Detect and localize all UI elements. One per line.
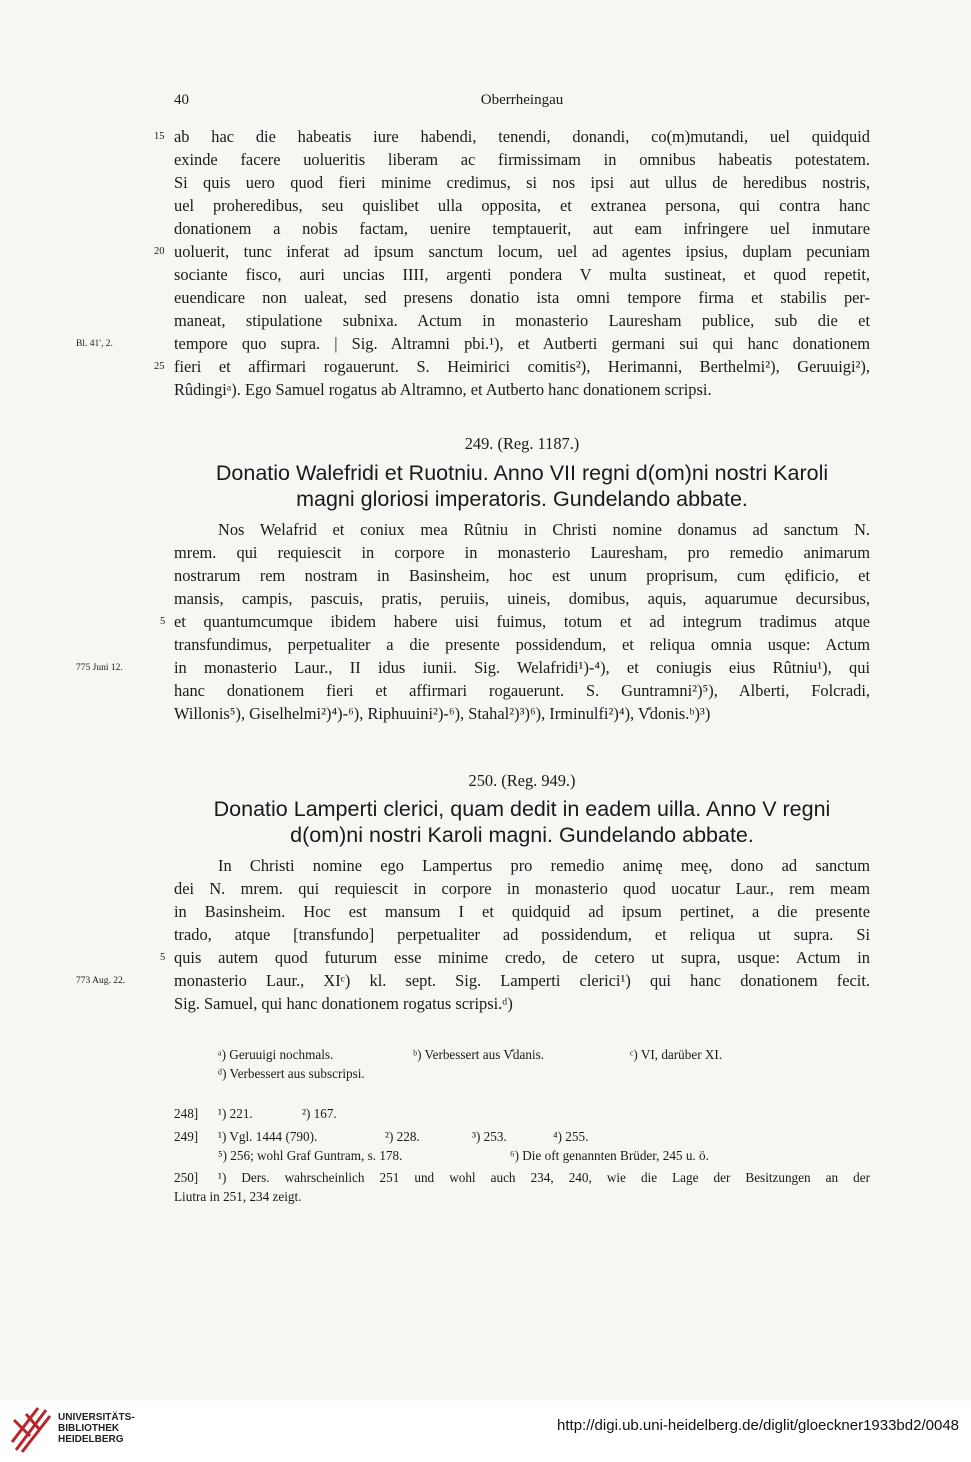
footer-bar	[0, 1400, 971, 1462]
text-line: Willonis⁵), Giselhelmi²)⁴)-⁶), Riphuuini²)-⁶), Stahal²)³)⁶), Irminulfi²)⁴), V̊donis.ᵇ)³)	[174, 704, 711, 723]
text-line: tempore quo supra. | Sig. Altramni pbi.¹), et Autberti germani sui qui hanc donationem	[174, 334, 870, 353]
footnote: ⁵) 256; wohl Graf Guntram, s. 178.	[218, 1148, 403, 1163]
text-line: Sig. Samuel, qui hanc donationem rogatus scripsi.ᵈ)	[174, 994, 513, 1013]
text-line: et quantumcumque ibidem habere uisi fuimus, totum et ad integrum tradimus atque	[174, 612, 870, 631]
university-library-logo	[10, 1406, 52, 1454]
text-line: uel proheredibus, seu quislibet ulla opposita, et extranea persona, qui contra hanc	[174, 196, 870, 215]
page-header	[172, 92, 872, 112]
note-c: ᶜ) VI, darüber XI.	[630, 1047, 723, 1062]
text-line: In Christi nomine ego Lampertus pro remedio animę meę, dono ad sanctum	[218, 856, 870, 875]
text-line: mansis, campis, pascuis, pratis, peruiis, uineis, domibus, aquis, aquarumue decursibus,	[174, 589, 870, 608]
margin-date: 775 Juni 12.	[76, 663, 123, 673]
charter-heading: 250. (Reg. 949.)	[468, 771, 576, 790]
margin-date: 773 Aug. 22.	[76, 976, 126, 986]
text-line: monasterio Laur., XIᶜ) kl. sept. Sig. Lamperti clerici¹) qui hanc donationem fecit.	[174, 971, 870, 990]
footnote: ²) 167.	[302, 1106, 337, 1121]
charter-title: magni gloriosi imperatoris. Gundelando abbate.	[296, 487, 748, 511]
note-a: ᵃ) Geruuigi nochmals.	[218, 1047, 334, 1062]
text-line: Si quis uero quod fieri minime credimus, si nos ipsi aut ullus de heredibus nostris,	[174, 173, 870, 192]
text-line: maneat, stipulatione subnixa. Actum in monasterio Lauresham publice, sub die et	[174, 311, 870, 330]
charter-heading: 249. (Reg. 1187.)	[464, 434, 580, 453]
footnote-key: 248]	[174, 1106, 199, 1121]
footnote: ¹) 221.	[218, 1106, 253, 1121]
footnote: ⁶) Die oft genannten Brüder, 245 u. ö.	[510, 1148, 709, 1163]
text-line: fieri et affirmari rogauerunt. S. Heimirici comitis²), Herimanni, Berthelmi²), Geruuigi²),	[174, 357, 870, 376]
text-line: trado, atque [transfundo] perpetualiter ad possidendum, et reliqua ut supra. Si	[174, 925, 870, 944]
text-line: sociante fisco, auri uncias IIII, argenti pondera V multa sustineat, et quod repetit,	[174, 265, 870, 284]
footnote: ¹) Vgl. 1444 (790).	[218, 1129, 318, 1144]
text-line: uoluerit, tunc inferat ad ipsum sanctum locum, uel ad agentes ipsius, duplam pecuniam	[174, 242, 870, 261]
line-number: 25	[154, 361, 165, 372]
charter-title: Donatio Lamperti clerici, quam dedit in eadem uilla. Anno V regni	[213, 797, 831, 821]
line-number: 20	[154, 246, 165, 257]
source-url-link[interactable]: http://digi.ub.uni-heidelberg.de/diglit/gloeckner1933bd2/0048	[557, 1417, 959, 1434]
text-line: euendicare non ualeat, sed presens donatio ista omni tempore firma et stabilis per-	[174, 288, 870, 307]
running-title: Oberrheingau	[480, 92, 564, 108]
line-number: 15	[154, 131, 165, 142]
note-b: ᵇ) Verbessert aus V̊danis.	[413, 1047, 545, 1062]
text-line: in monasterio Laur., II idus iunii. Sig. Welafridi¹)-⁴), et coniugis eius Rûtniu¹), qui	[174, 658, 870, 677]
charter-title: d(om)ni nostri Karoli magni. Gundelando abbate.	[290, 823, 754, 847]
footnote-key: 250]	[174, 1170, 199, 1185]
text-line: in Basinsheim. Hoc est mansum I et quidquid ad ipsum pertinet, a die presente	[174, 902, 870, 921]
text-line: transfundimus, perpetualiter a die presente possidendum, et reliqua omnia usque: Actum	[174, 635, 870, 654]
text-line: Nos Welafrid et coniux mea Rûtniu in Christi nomine donamus ad sanctum N.	[218, 520, 870, 539]
page-number: 40	[174, 92, 189, 108]
library-name: UNIVERSITÄTS- BIBLIOTHEK HEIDELBERG	[58, 1412, 135, 1445]
note-d: ᵈ) Verbessert aus subscripsi.	[218, 1066, 365, 1081]
line-number: 5	[160, 616, 166, 627]
text-line: Rûdingiᵃ). Ego Samuel rogatus ab Altramno, et Autberto hanc donationem scripsi.	[174, 380, 712, 399]
text-line: exinde facere uolueritis liberam ac firmissimam in omnibus habeatis potestatem.	[174, 150, 870, 169]
text-line: mrem. qui requiescit in corpore in monasterio Lauresham, pro remedio animarum	[174, 543, 870, 562]
footnote: ³) 253.	[472, 1129, 507, 1144]
charter-title: Donatio Walefridi et Ruotniu. Anno VII regni d(om)ni nostri Karoli	[215, 461, 829, 485]
text-line: nostrarum rem nostram in Basinsheim, hoc est unum proprisum, cum ędificio, et	[174, 566, 870, 585]
text-line: donationem a nobis factam, uenire temptauerit, aut eam infringere uel inmutare	[174, 219, 870, 238]
footnote: ⁴) 255.	[553, 1129, 589, 1144]
footnote: ¹) Ders. wahrscheinlich 251 und wohl auch 234, 240, wie die Lage der Besitzungen an der	[218, 1170, 870, 1185]
text-line: dei N. mrem. qui requiescit in corpore in monasterio quod uocatur Laur., rem meam	[174, 879, 870, 898]
footnote-key: 249]	[174, 1129, 199, 1144]
margin-note: Bl. 41', 2.	[76, 339, 113, 349]
footnote: Liutra in 251, 234 zeigt.	[174, 1189, 302, 1204]
text-line: quis autem quod futurum esse minime credo, de cetero ut supra, usque: Actum in	[174, 948, 870, 967]
text-line: hanc donationem fieri et affirmari rogauerunt. S. Guntramni²)⁵), Alberti, Folcradi,	[174, 681, 870, 700]
text-line: ab hac die habeatis iure habendi, tenendi, donandi, co(m)mutandi, uel quidquid	[174, 127, 870, 146]
line-number: 5	[160, 952, 166, 963]
footnote: ²) 228.	[385, 1129, 420, 1144]
